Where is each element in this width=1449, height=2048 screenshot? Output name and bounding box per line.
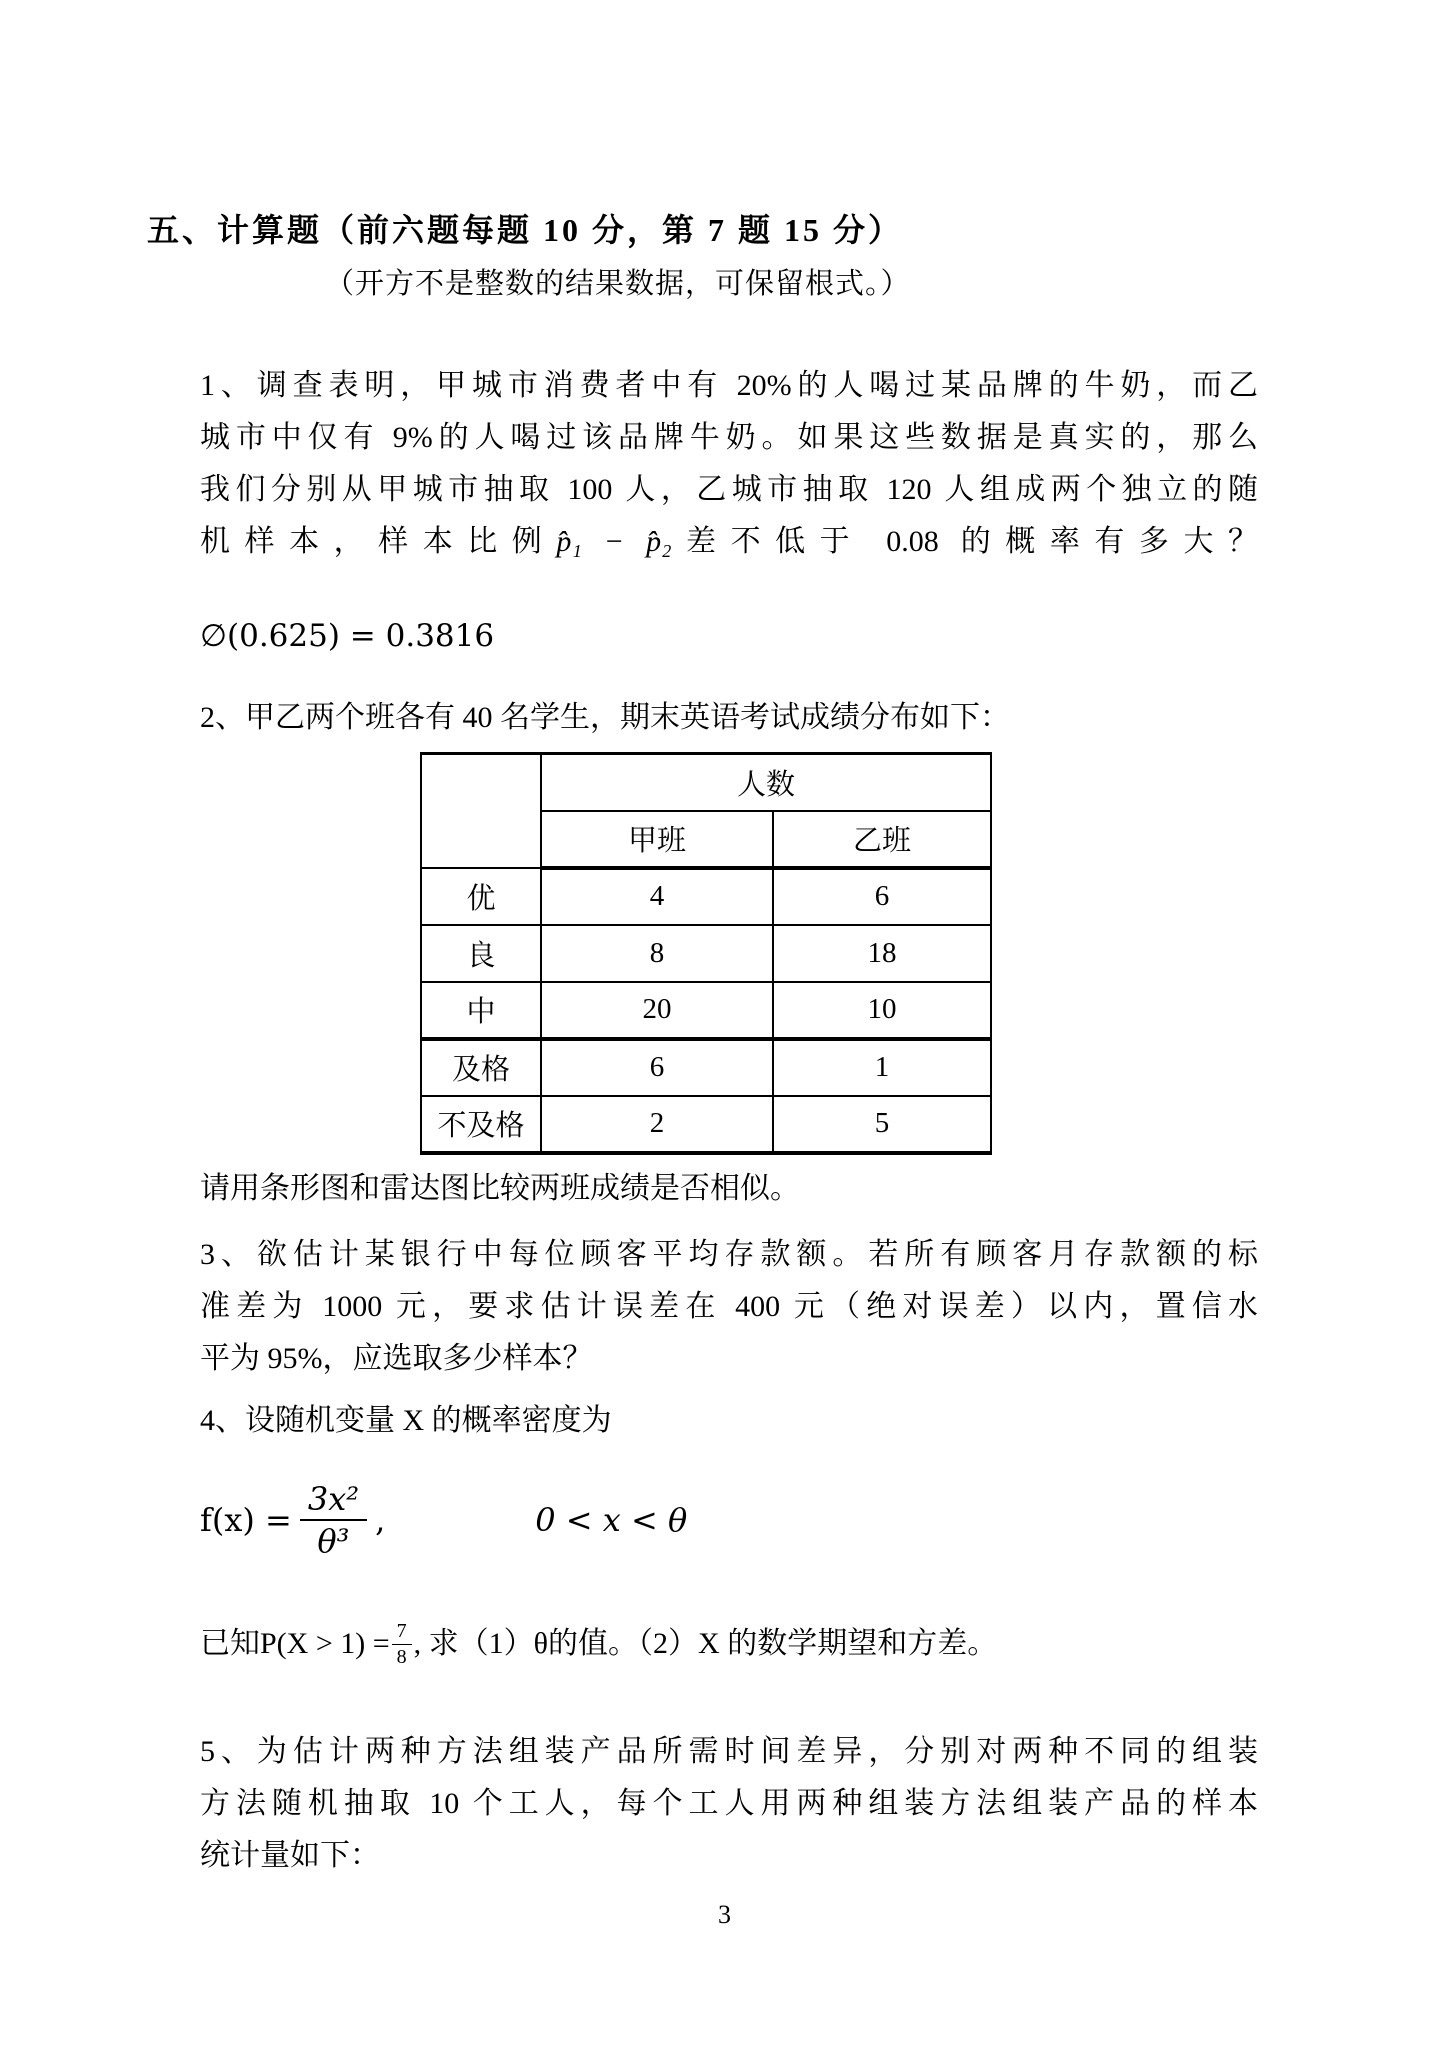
row-label: 及格 xyxy=(421,1039,541,1096)
row-label: 良 xyxy=(421,925,541,982)
question-1-line-1: 1、调查表明，甲城市消费者中有 20%的人喝过某品牌的牛奶，而乙 xyxy=(200,369,1258,402)
question-3-line-2: 准差为 1000 元，要求估计误差在 400 元（绝对误差）以内，置信水 xyxy=(200,1289,1258,1323)
density-formula xyxy=(200,1481,1258,1561)
question-3-line-3: 平为 95%，应选取多少样本？ xyxy=(200,1341,593,1375)
fraction-denominator: θ³ xyxy=(317,1522,350,1561)
table-row xyxy=(421,754,991,811)
table-row xyxy=(421,982,991,1039)
cell-value: 18 xyxy=(773,925,991,982)
q1-line4-pre: 机样本，样本比例 xyxy=(200,525,557,558)
cell-value: 5 xyxy=(773,1096,991,1153)
row-label: 中 xyxy=(421,982,541,1039)
question-2-intro: 2、甲乙两个班各有 40 名学生，期末英语考试成绩分布如下： xyxy=(200,701,1010,734)
table-row xyxy=(421,1096,991,1153)
cell-value: 1 xyxy=(773,1039,991,1096)
question-5-line-1: 5、为估计两种方法组装产品所需时间差异，分别对两种不同的组装 xyxy=(200,1735,1258,1769)
page-number: 3 xyxy=(718,1900,731,1929)
cell-value: 8 xyxy=(541,925,773,982)
phi-value-formula: ∅(0.625) = 0.3816 xyxy=(200,618,495,654)
cell-value: 2 xyxy=(541,1096,773,1153)
fraction-numerator: 7 xyxy=(392,1620,412,1645)
formula-condition: 0 < x < θ xyxy=(535,1501,688,1540)
scores-table xyxy=(420,752,992,1155)
table-corner-cell xyxy=(421,754,541,868)
question-3 xyxy=(200,1229,1258,1385)
question-1-line-4 xyxy=(200,516,1258,568)
given-pre: 已知P(X > 1) = xyxy=(200,1627,390,1661)
formula-lhs: f(x) = xyxy=(200,1501,292,1540)
table-span-header: 人数 xyxy=(541,754,991,811)
question-5-line-3: 统计量如下： xyxy=(200,1839,380,1873)
fraction xyxy=(300,1481,367,1561)
question-3-line-1: 3、欲估计某银行中每位顾客平均存款额。若所有顾客月存款额的标 xyxy=(200,1237,1258,1271)
question-5-line-2: 方法随机抽取 10 个工人，每个工人用两种组装方法组装产品的样本 xyxy=(200,1787,1258,1821)
table-col-header-a: 甲班 xyxy=(541,811,773,868)
sample-proportion-formula: p̂₁ − p̂₂ xyxy=(556,525,672,558)
fraction-numerator: 3x² xyxy=(300,1481,367,1522)
table-row xyxy=(421,1039,991,1096)
cell-value: 10 xyxy=(773,982,991,1039)
section-note: （开方不是整数的结果数据，可保留根式。） xyxy=(325,268,911,300)
cell-value: 6 xyxy=(773,868,991,925)
table-row xyxy=(421,868,991,925)
cell-value: 6 xyxy=(541,1039,773,1096)
question-1-line-3: 我们分别从甲城市抽取 100 人，乙城市抽取 120 人组成两个独立的随 xyxy=(200,473,1258,506)
row-label: 不及格 xyxy=(421,1096,541,1153)
formula-comma: , xyxy=(375,1501,386,1540)
question-1 xyxy=(200,360,1258,568)
section-title: 五、计算题（前六题每题 10 分，第 7 题 15 分） xyxy=(147,212,904,248)
question-5 xyxy=(200,1726,1258,1882)
fraction-denominator: 8 xyxy=(396,1645,407,1668)
row-label: 优 xyxy=(421,868,541,925)
question-1-line-2: 城市中仅有 9%的人喝过该品牌牛奶。如果这些数据是真实的，那么 xyxy=(200,421,1258,454)
given-probability-line xyxy=(200,1618,1258,1670)
cell-value: 4 xyxy=(541,868,773,925)
cell-value: 20 xyxy=(541,982,773,1039)
given-post: , 求（1）θ的值。（2）X 的数学期望和方差。 xyxy=(413,1627,998,1661)
question-2-outro: 请用条形图和雷达图比较两班成绩是否相似。 xyxy=(200,1171,800,1205)
fraction xyxy=(392,1620,412,1669)
question-4-intro: 4、设随机变量 X 的概率密度为 xyxy=(200,1403,612,1437)
table-row xyxy=(421,925,991,982)
table-col-header-b: 乙班 xyxy=(773,811,991,868)
q1-line4-post: 差不低于 0.08 的概率有多大？ xyxy=(671,525,1259,558)
